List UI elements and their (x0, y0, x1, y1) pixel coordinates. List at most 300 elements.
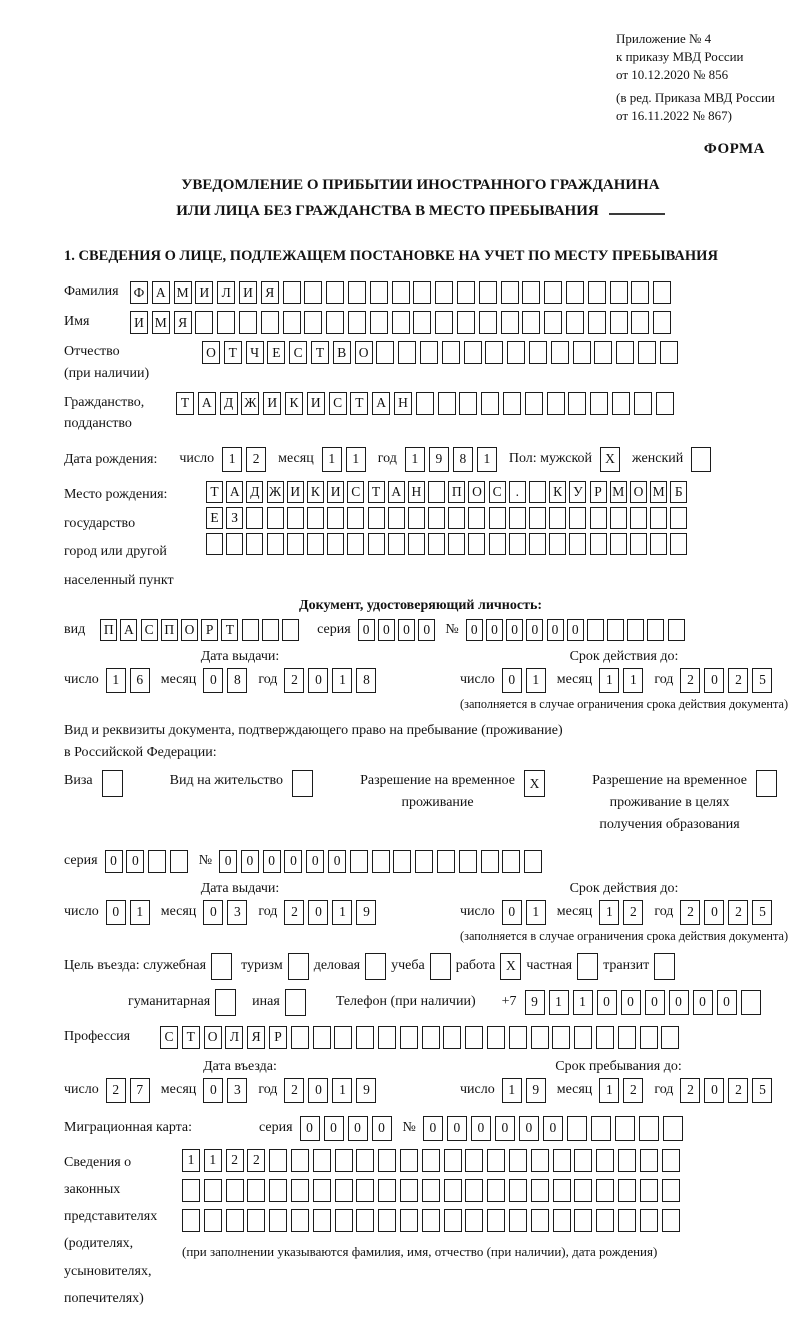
char-cell[interactable]: 2 (728, 668, 748, 693)
char-cell[interactable] (335, 1149, 353, 1172)
char-cell[interactable] (618, 1209, 636, 1232)
doc-valid-day-cells[interactable] (502, 668, 550, 693)
residence-series-cells[interactable] (105, 850, 192, 873)
char-cell[interactable]: 0 (519, 1116, 539, 1141)
char-cell[interactable] (239, 311, 257, 334)
char-cell[interactable]: 0 (526, 619, 543, 641)
residence-issue-day-cells[interactable] (106, 900, 154, 925)
char-cell[interactable]: X (500, 953, 521, 980)
char-cell[interactable]: 0 (502, 668, 522, 693)
purpose-humanitarian-checkbox[interactable] (215, 989, 236, 1016)
char-cell[interactable]: 8 (227, 668, 247, 693)
char-cell[interactable] (459, 850, 477, 873)
sex-male-checkbox[interactable] (600, 447, 624, 472)
char-cell[interactable]: З (226, 507, 243, 529)
char-cell[interactable]: 1 (130, 900, 150, 925)
char-cell[interactable] (610, 311, 628, 334)
char-cell[interactable] (348, 281, 366, 304)
char-cell[interactable] (487, 1179, 505, 1202)
char-cell[interactable]: 1 (332, 900, 352, 925)
char-cell[interactable]: 0 (693, 990, 713, 1015)
char-cell[interactable] (630, 507, 647, 529)
option-temp-residence-checkbox[interactable] (524, 770, 545, 797)
purpose-work-checkbox[interactable] (500, 953, 521, 980)
char-cell[interactable]: 9 (429, 447, 449, 472)
char-cell[interactable]: Т (182, 1026, 200, 1049)
char-cell[interactable]: 0 (597, 990, 617, 1015)
char-cell[interactable] (607, 619, 624, 641)
char-cell[interactable] (568, 392, 586, 415)
char-cell[interactable] (148, 850, 166, 873)
char-cell[interactable]: Ч (246, 341, 264, 364)
purpose-official-checkbox[interactable] (211, 953, 232, 980)
char-cell[interactable] (457, 311, 475, 334)
char-cell[interactable] (392, 281, 410, 304)
char-cell[interactable] (553, 1179, 571, 1202)
char-cell[interactable] (544, 281, 562, 304)
char-cell[interactable] (291, 1026, 309, 1049)
char-cell[interactable] (610, 281, 628, 304)
purpose-tourism-checkbox[interactable] (288, 953, 309, 980)
char-cell[interactable] (522, 281, 540, 304)
char-cell[interactable] (204, 1179, 222, 1202)
char-cell[interactable] (372, 850, 390, 873)
char-cell[interactable] (574, 1179, 592, 1202)
residence-valid-month-cells[interactable] (599, 900, 647, 925)
option-residence-permit-checkbox[interactable] (292, 770, 313, 797)
char-cell[interactable]: 2 (284, 1078, 304, 1103)
char-cell[interactable] (547, 392, 565, 415)
char-cell[interactable] (588, 281, 606, 304)
char-cell[interactable] (741, 990, 761, 1015)
char-cell[interactable] (509, 1179, 527, 1202)
char-cell[interactable] (663, 1116, 683, 1141)
char-cell[interactable] (638, 341, 656, 364)
char-cell[interactable] (647, 619, 664, 641)
char-cell[interactable] (313, 1026, 331, 1049)
char-cell[interactable] (262, 619, 279, 641)
char-cell[interactable] (267, 533, 284, 555)
char-cell[interactable] (479, 311, 497, 334)
char-cell[interactable] (551, 341, 569, 364)
char-cell[interactable] (501, 311, 519, 334)
stay-day-cells[interactable] (502, 1078, 550, 1103)
char-cell[interactable]: 2 (284, 668, 304, 693)
char-cell[interactable] (348, 311, 366, 334)
char-cell[interactable]: Ж (241, 392, 259, 415)
char-cell[interactable]: Ж (267, 481, 284, 503)
char-cell[interactable] (368, 533, 385, 555)
char-cell[interactable]: 1 (526, 900, 546, 925)
char-cell[interactable] (485, 341, 503, 364)
char-cell[interactable] (327, 533, 344, 555)
char-cell[interactable]: 5 (752, 668, 772, 693)
char-cell[interactable]: 5 (752, 900, 772, 925)
char-cell[interactable]: 0 (358, 619, 375, 641)
char-cell[interactable] (631, 311, 649, 334)
char-cell[interactable]: 1 (204, 1149, 222, 1172)
char-cell[interactable] (226, 1179, 244, 1202)
char-cell[interactable]: С (160, 1026, 178, 1049)
char-cell[interactable] (365, 953, 386, 980)
char-cell[interactable] (662, 1149, 680, 1172)
doc-issue-year-cells[interactable] (284, 668, 380, 693)
purpose-private-checkbox[interactable] (577, 953, 598, 980)
char-cell[interactable]: Л (225, 1026, 243, 1049)
char-cell[interactable] (544, 311, 562, 334)
char-cell[interactable] (350, 850, 368, 873)
char-cell[interactable] (267, 507, 284, 529)
char-cell[interactable] (356, 1149, 374, 1172)
option-temp-residence-education-checkbox[interactable] (756, 770, 777, 797)
representatives-cells-row3[interactable] (182, 1209, 683, 1232)
char-cell[interactable]: 0 (284, 850, 302, 873)
char-cell[interactable]: О (355, 341, 373, 364)
char-cell[interactable] (567, 1116, 587, 1141)
char-cell[interactable]: 8 (453, 447, 473, 472)
char-cell[interactable]: У (569, 481, 586, 503)
char-cell[interactable]: 1 (332, 1078, 352, 1103)
char-cell[interactable] (388, 533, 405, 555)
char-cell[interactable] (509, 1209, 527, 1232)
char-cell[interactable] (670, 507, 687, 529)
char-cell[interactable] (566, 281, 584, 304)
char-cell[interactable] (489, 507, 506, 529)
char-cell[interactable] (529, 341, 547, 364)
char-cell[interactable] (283, 281, 301, 304)
doc-series-cells[interactable] (358, 619, 439, 641)
char-cell[interactable] (102, 770, 123, 797)
char-cell[interactable] (291, 1179, 309, 1202)
char-cell[interactable]: И (263, 392, 281, 415)
char-cell[interactable]: 0 (486, 619, 503, 641)
char-cell[interactable] (640, 1209, 658, 1232)
char-cell[interactable] (553, 1209, 571, 1232)
doc-valid-year-cells[interactable] (680, 668, 776, 693)
char-cell[interactable]: 0 (621, 990, 641, 1015)
char-cell[interactable]: 0 (328, 850, 346, 873)
char-cell[interactable] (442, 341, 460, 364)
char-cell[interactable] (430, 953, 451, 980)
citizenship-cells[interactable] (176, 392, 677, 415)
char-cell[interactable] (612, 392, 630, 415)
char-cell[interactable] (670, 533, 687, 555)
char-cell[interactable]: К (549, 481, 566, 503)
char-cell[interactable] (448, 533, 465, 555)
char-cell[interactable]: 2 (728, 1078, 748, 1103)
migration-number-cells[interactable] (423, 1116, 687, 1141)
char-cell[interactable] (242, 619, 259, 641)
char-cell[interactable]: Н (408, 481, 425, 503)
char-cell[interactable]: Р (269, 1026, 287, 1049)
char-cell[interactable] (304, 311, 322, 334)
char-cell[interactable] (400, 1179, 418, 1202)
entry-day-cells[interactable] (106, 1078, 154, 1103)
char-cell[interactable]: 9 (356, 1078, 376, 1103)
char-cell[interactable]: 0 (447, 1116, 467, 1141)
birthplace-cells-row3[interactable] (206, 533, 691, 555)
char-cell[interactable] (413, 311, 431, 334)
stay-year-cells[interactable] (680, 1078, 776, 1103)
char-cell[interactable] (291, 1149, 309, 1172)
char-cell[interactable] (618, 1179, 636, 1202)
char-cell[interactable] (444, 1179, 462, 1202)
char-cell[interactable] (408, 507, 425, 529)
char-cell[interactable] (422, 1149, 440, 1172)
char-cell[interactable]: С (141, 619, 158, 641)
char-cell[interactable] (326, 311, 344, 334)
char-cell[interactable]: Д (246, 481, 263, 503)
char-cell[interactable]: 6 (130, 668, 150, 693)
char-cell[interactable]: 0 (378, 619, 395, 641)
char-cell[interactable]: X (600, 447, 620, 472)
char-cell[interactable] (481, 850, 499, 873)
char-cell[interactable] (756, 770, 777, 797)
char-cell[interactable] (650, 507, 667, 529)
char-cell[interactable]: 2 (728, 900, 748, 925)
representatives-cells-row1[interactable] (182, 1149, 683, 1172)
char-cell[interactable]: 1 (599, 900, 619, 925)
entry-year-cells[interactable] (284, 1078, 380, 1103)
char-cell[interactable]: 7 (130, 1078, 150, 1103)
char-cell[interactable] (288, 953, 309, 980)
char-cell[interactable] (422, 1179, 440, 1202)
char-cell[interactable]: А (388, 481, 405, 503)
char-cell[interactable] (170, 850, 188, 873)
char-cell[interactable]: С (347, 481, 364, 503)
char-cell[interactable] (211, 953, 232, 980)
char-cell[interactable] (615, 1116, 635, 1141)
char-cell[interactable] (459, 392, 477, 415)
char-cell[interactable] (569, 507, 586, 529)
char-cell[interactable]: 2 (680, 668, 700, 693)
char-cell[interactable] (269, 1209, 287, 1232)
char-cell[interactable]: 1 (322, 447, 342, 472)
char-cell[interactable]: Т (224, 341, 242, 364)
doc-number-cells[interactable] (466, 619, 688, 641)
char-cell[interactable]: 0 (241, 850, 259, 873)
char-cell[interactable] (507, 341, 525, 364)
doc-issue-month-cells[interactable] (203, 668, 251, 693)
char-cell[interactable]: 0 (105, 850, 123, 873)
char-cell[interactable] (226, 1209, 244, 1232)
name-cells[interactable] (130, 311, 675, 334)
char-cell[interactable]: Е (206, 507, 223, 529)
char-cell[interactable]: 0 (423, 1116, 443, 1141)
char-cell[interactable] (524, 850, 542, 873)
char-cell[interactable] (502, 850, 520, 873)
char-cell[interactable]: Б (670, 481, 687, 503)
char-cell[interactable] (215, 989, 236, 1016)
char-cell[interactable] (435, 281, 453, 304)
char-cell[interactable] (269, 1149, 287, 1172)
char-cell[interactable]: 1 (346, 447, 366, 472)
char-cell[interactable]: С (289, 341, 307, 364)
char-cell[interactable]: 1 (573, 990, 593, 1015)
char-cell[interactable] (468, 533, 485, 555)
char-cell[interactable] (525, 392, 543, 415)
char-cell[interactable]: О (630, 481, 647, 503)
char-cell[interactable]: 2 (247, 1149, 265, 1172)
char-cell[interactable] (287, 533, 304, 555)
char-cell[interactable] (590, 392, 608, 415)
residence-number-cells[interactable] (219, 850, 546, 873)
char-cell[interactable] (465, 1209, 483, 1232)
char-cell[interactable] (596, 1026, 614, 1049)
char-cell[interactable]: X (524, 770, 545, 797)
sex-female-checkbox[interactable] (691, 447, 715, 472)
char-cell[interactable]: 1 (182, 1149, 200, 1172)
char-cell[interactable] (269, 1179, 287, 1202)
doc-valid-month-cells[interactable] (599, 668, 647, 693)
residence-valid-day-cells[interactable] (502, 900, 550, 925)
birth-day-cells[interactable] (222, 447, 270, 472)
char-cell[interactable] (489, 533, 506, 555)
char-cell[interactable] (376, 341, 394, 364)
char-cell[interactable] (182, 1209, 200, 1232)
char-cell[interactable] (661, 1026, 679, 1049)
char-cell[interactable] (226, 533, 243, 555)
char-cell[interactable] (668, 619, 685, 641)
char-cell[interactable]: Я (261, 281, 279, 304)
char-cell[interactable]: П (448, 481, 465, 503)
char-cell[interactable] (437, 850, 455, 873)
char-cell[interactable] (413, 281, 431, 304)
char-cell[interactable]: 2 (284, 900, 304, 925)
char-cell[interactable] (596, 1209, 614, 1232)
char-cell[interactable]: И (239, 281, 257, 304)
char-cell[interactable] (656, 392, 674, 415)
char-cell[interactable] (400, 1209, 418, 1232)
char-cell[interactable] (443, 1026, 461, 1049)
char-cell[interactable]: 0 (308, 1078, 328, 1103)
char-cell[interactable] (247, 1179, 265, 1202)
char-cell[interactable]: 0 (126, 850, 144, 873)
char-cell[interactable]: П (161, 619, 178, 641)
char-cell[interactable] (618, 1026, 636, 1049)
char-cell[interactable] (247, 1209, 265, 1232)
birthplace-cells-row1[interactable] (206, 481, 691, 503)
birthplace-cells-row2[interactable] (206, 507, 691, 529)
char-cell[interactable] (370, 311, 388, 334)
char-cell[interactable] (438, 392, 456, 415)
char-cell[interactable]: 2 (680, 900, 700, 925)
char-cell[interactable]: Т (311, 341, 329, 364)
char-cell[interactable]: Т (350, 392, 368, 415)
doc-kind-cells[interactable] (100, 619, 302, 641)
char-cell[interactable] (503, 392, 521, 415)
char-cell[interactable]: Ф (130, 281, 148, 304)
char-cell[interactable]: 0 (466, 619, 483, 641)
purpose-transit-checkbox[interactable] (654, 953, 675, 980)
char-cell[interactable] (574, 1149, 592, 1172)
char-cell[interactable]: О (468, 481, 485, 503)
char-cell[interactable] (468, 507, 485, 529)
char-cell[interactable] (653, 311, 671, 334)
char-cell[interactable] (261, 311, 279, 334)
char-cell[interactable]: Н (394, 392, 412, 415)
char-cell[interactable] (392, 311, 410, 334)
char-cell[interactable]: 2 (680, 1078, 700, 1103)
char-cell[interactable]: 3 (227, 900, 247, 925)
char-cell[interactable] (590, 507, 607, 529)
char-cell[interactable] (428, 507, 445, 529)
char-cell[interactable] (334, 1026, 352, 1049)
char-cell[interactable] (654, 953, 675, 980)
char-cell[interactable] (640, 1179, 658, 1202)
char-cell[interactable]: С (329, 392, 347, 415)
char-cell[interactable]: 2 (623, 900, 643, 925)
char-cell[interactable] (378, 1209, 396, 1232)
char-cell[interactable] (529, 481, 546, 503)
char-cell[interactable] (509, 1026, 527, 1049)
char-cell[interactable]: 0 (324, 1116, 344, 1141)
char-cell[interactable]: И (130, 311, 148, 334)
char-cell[interactable] (464, 341, 482, 364)
char-cell[interactable] (662, 1209, 680, 1232)
char-cell[interactable] (335, 1209, 353, 1232)
char-cell[interactable]: 0 (495, 1116, 515, 1141)
char-cell[interactable] (522, 311, 540, 334)
representatives-cells-row2[interactable] (182, 1179, 683, 1202)
char-cell[interactable] (408, 533, 425, 555)
char-cell[interactable]: 0 (418, 619, 435, 641)
char-cell[interactable]: И (195, 281, 213, 304)
char-cell[interactable] (335, 1179, 353, 1202)
residence-issue-month-cells[interactable] (203, 900, 251, 925)
char-cell[interactable] (531, 1149, 549, 1172)
char-cell[interactable] (313, 1179, 331, 1202)
char-cell[interactable]: 0 (203, 668, 223, 693)
char-cell[interactable] (640, 1149, 658, 1172)
char-cell[interactable] (283, 311, 301, 334)
char-cell[interactable] (313, 1149, 331, 1172)
char-cell[interactable]: Д (220, 392, 238, 415)
char-cell[interactable] (591, 1116, 611, 1141)
char-cell[interactable]: 0 (372, 1116, 392, 1141)
char-cell[interactable] (549, 533, 566, 555)
char-cell[interactable]: 0 (547, 619, 564, 641)
char-cell[interactable] (356, 1026, 374, 1049)
char-cell[interactable]: Т (176, 392, 194, 415)
char-cell[interactable] (206, 533, 223, 555)
char-cell[interactable]: 0 (203, 900, 223, 925)
char-cell[interactable] (400, 1026, 418, 1049)
char-cell[interactable]: 1 (623, 668, 643, 693)
char-cell[interactable] (479, 281, 497, 304)
char-cell[interactable]: 2 (623, 1078, 643, 1103)
char-cell[interactable] (587, 619, 604, 641)
char-cell[interactable]: 0 (506, 619, 523, 641)
char-cell[interactable]: О (202, 341, 220, 364)
char-cell[interactable]: К (285, 392, 303, 415)
patronymic-cells[interactable] (202, 341, 682, 364)
residence-issue-year-cells[interactable] (284, 900, 380, 925)
char-cell[interactable] (529, 533, 546, 555)
char-cell[interactable]: А (120, 619, 137, 641)
char-cell[interactable] (347, 507, 364, 529)
char-cell[interactable]: П (100, 619, 117, 641)
char-cell[interactable]: 9 (526, 1078, 546, 1103)
char-cell[interactable] (509, 533, 526, 555)
char-cell[interactable]: 0 (645, 990, 665, 1015)
char-cell[interactable] (574, 1209, 592, 1232)
char-cell[interactable] (465, 1026, 483, 1049)
purpose-other-checkbox[interactable] (285, 989, 306, 1016)
char-cell[interactable]: 0 (717, 990, 737, 1015)
char-cell[interactable] (307, 533, 324, 555)
char-cell[interactable]: 1 (477, 447, 497, 472)
